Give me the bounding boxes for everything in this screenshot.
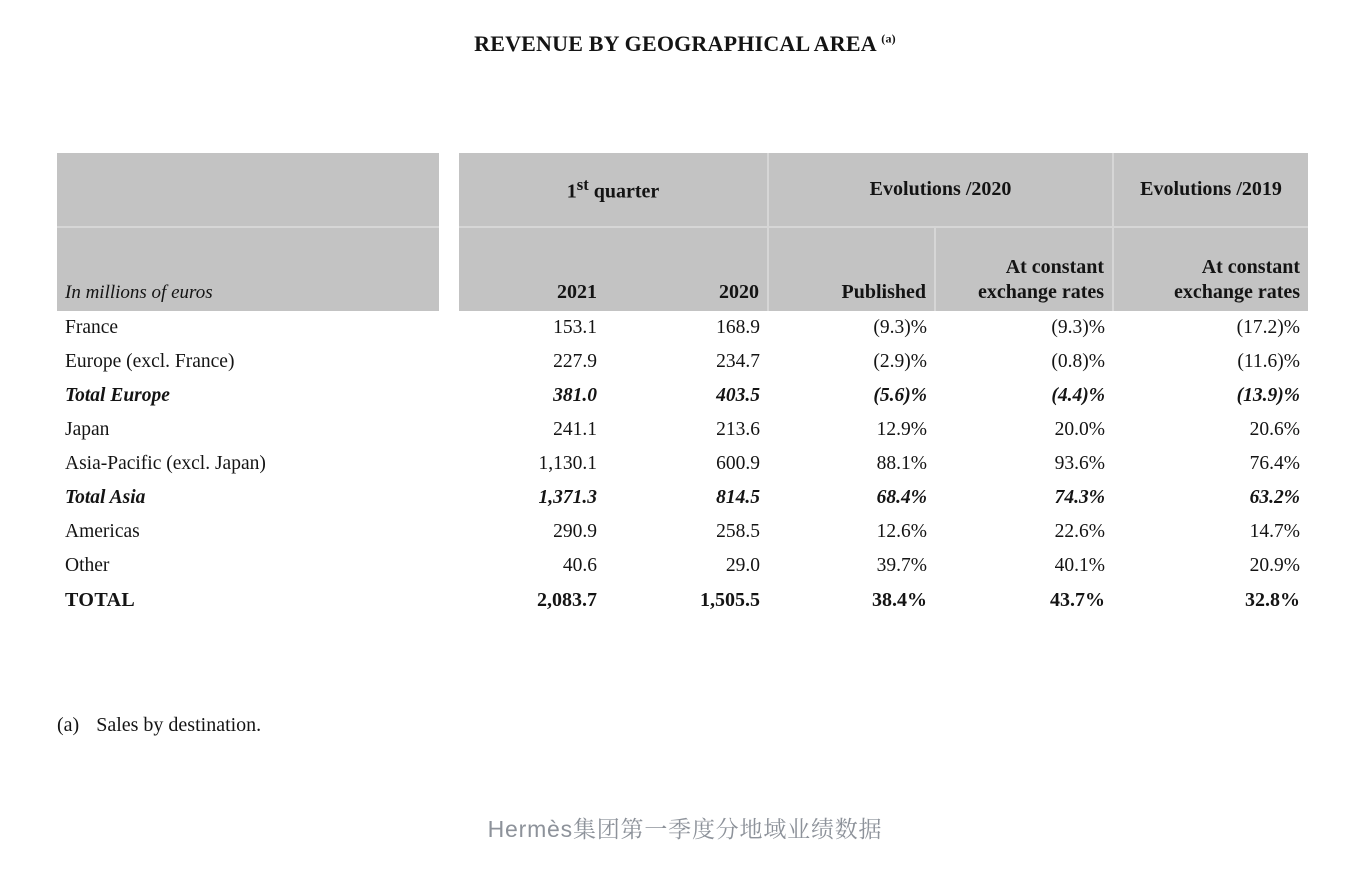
- table-row: [57, 583, 1308, 617]
- cell-value: 258.5: [716, 521, 761, 542]
- column-gap: [439, 153, 459, 227]
- cell-value: 1,371.3: [538, 487, 597, 508]
- cell-value: 234.7: [716, 351, 761, 372]
- column-gap: [439, 447, 459, 481]
- cell-value: 12.6%: [876, 521, 928, 542]
- table-row: [57, 345, 1308, 379]
- cell-value: 290.9: [553, 521, 597, 542]
- revenue-table: [57, 153, 1308, 617]
- column-header-constant-rates-2020: At constant exchange rates: [935, 227, 1113, 311]
- quarter-rest: quarter: [588, 180, 660, 203]
- column-header-published: Published: [768, 227, 935, 311]
- image-caption: Hermès集团第一季度分地域业绩数据: [487, 816, 883, 842]
- column-gap: [439, 549, 459, 583]
- column-gap: [439, 379, 459, 413]
- cell-value: 20.6%: [1249, 419, 1301, 440]
- header-column-row: [57, 227, 1308, 311]
- cell-value: 814.5: [716, 487, 761, 508]
- cell-value: (17.2)%: [1236, 317, 1301, 338]
- cell-value: 20.0%: [1054, 419, 1106, 440]
- table-row: [57, 379, 1308, 413]
- cell-value: 38.4%: [872, 588, 928, 611]
- table-header: [57, 153, 1308, 311]
- cell-value: 213.6: [716, 419, 761, 440]
- corner-spacer: [57, 153, 439, 227]
- row-label: Europe (excl. France): [65, 351, 235, 372]
- cell-value: 1,130.1: [538, 453, 597, 474]
- row-label: France: [65, 317, 119, 338]
- cell-value: (0.8)%: [1051, 351, 1106, 372]
- cell-value: 93.6%: [1054, 453, 1106, 474]
- footnote-marker: (a): [57, 714, 80, 736]
- cell-value: (4.4)%: [1051, 385, 1106, 406]
- column-header-constant-rates-2019: At constant exchange rates: [1113, 227, 1308, 311]
- unit-label: In millions of euros: [57, 227, 439, 311]
- cell-value: (9.3)%: [1051, 317, 1106, 338]
- column-header-2021: 2021: [459, 227, 605, 311]
- column-gap: [439, 583, 459, 617]
- table-body: [57, 311, 1308, 617]
- cell-value: 241.1: [553, 419, 597, 440]
- quarter-superscript: st: [576, 175, 589, 195]
- row-label: Japan: [65, 419, 110, 440]
- table-row: [57, 447, 1308, 481]
- title-text: REVENUE BY GEOGRAPHICAL AREA: [474, 31, 876, 56]
- cell-value: (13.9)%: [1236, 385, 1301, 406]
- cell-value: 2,083.7: [537, 588, 597, 611]
- cell-value: 14.7%: [1249, 521, 1301, 542]
- row-label: TOTAL: [65, 588, 136, 611]
- footnote-text: Sales by destination.: [96, 714, 262, 736]
- cell-value: 1,505.5: [700, 588, 761, 611]
- cell-value: 74.3%: [1054, 487, 1106, 508]
- cell-value: 32.8%: [1245, 588, 1301, 611]
- cell-value: 43.7%: [1050, 588, 1106, 611]
- cell-value: 600.9: [716, 453, 761, 474]
- cell-value: 76.4%: [1249, 453, 1301, 474]
- table-row: [57, 515, 1308, 549]
- footnote: [57, 714, 261, 737]
- cell-value: 403.5: [716, 385, 761, 406]
- cell-value: 20.9%: [1249, 555, 1301, 576]
- column-gap: [439, 413, 459, 447]
- cell-value: 39.7%: [876, 555, 928, 576]
- cell-value: 63.2%: [1249, 487, 1301, 508]
- table-row: [57, 549, 1308, 583]
- row-label: Total Asia: [65, 487, 146, 508]
- header-group-row: [57, 153, 1308, 227]
- column-header-2020: 2020: [605, 227, 768, 311]
- cell-value: 12.9%: [876, 419, 928, 440]
- table-row: [57, 481, 1308, 515]
- cell-value: (5.6)%: [873, 385, 928, 406]
- column-gap: [439, 345, 459, 379]
- column-gap: [439, 311, 459, 345]
- column-gap: [439, 481, 459, 515]
- page-title: [0, 31, 1370, 57]
- cell-value: 153.1: [553, 317, 597, 338]
- cell-value: 40.6: [562, 555, 597, 576]
- cell-value: (2.9)%: [873, 351, 928, 372]
- row-label: Americas: [65, 521, 140, 542]
- cell-value: 381.0: [553, 385, 597, 406]
- cell-value: 88.1%: [876, 453, 928, 474]
- colgroup-1st-quarter: [459, 153, 768, 227]
- cell-value: 168.9: [716, 317, 761, 338]
- title-superscript: (a): [881, 31, 896, 46]
- cell-value: 68.4%: [876, 487, 928, 508]
- cell-value: (11.6)%: [1237, 351, 1301, 372]
- colgroup-evolutions-2020: Evolutions /2020: [768, 153, 1113, 227]
- row-label: Total Europe: [65, 385, 170, 406]
- cell-value: (9.3)%: [873, 317, 928, 338]
- row-label: Other: [65, 555, 110, 576]
- cell-value: 29.0: [725, 555, 761, 576]
- cell-value: 227.9: [553, 351, 597, 372]
- column-gap: [439, 227, 459, 311]
- cell-value: 22.6%: [1054, 521, 1106, 542]
- colgroup-evolutions-2019: Evolutions /2019: [1113, 153, 1308, 227]
- row-label: Asia-Pacific (excl. Japan): [65, 453, 266, 474]
- column-gap: [439, 515, 459, 549]
- quarter-prefix: 1: [566, 180, 577, 203]
- table-row: [57, 311, 1308, 345]
- table-row: [57, 413, 1308, 447]
- cell-value: 40.1%: [1054, 555, 1106, 576]
